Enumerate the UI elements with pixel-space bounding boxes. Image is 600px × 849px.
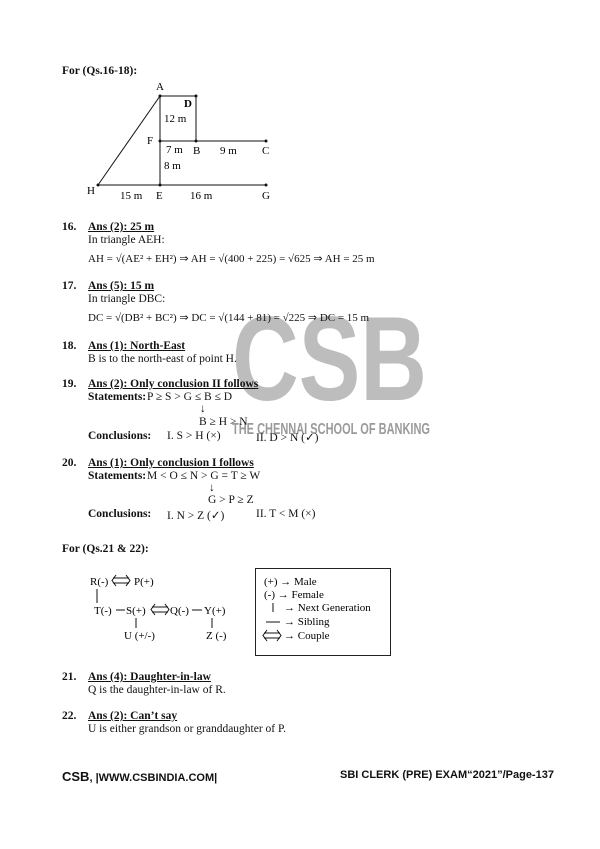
family-tree — [84, 570, 254, 650]
answer-18: Ans (1): North-East — [88, 340, 186, 352]
q20-arrow: ↓ — [209, 482, 215, 494]
length-af: 12 m — [164, 113, 187, 125]
q19-statement-2: B ≥ H > N — [199, 416, 248, 428]
point-h: H — [87, 185, 95, 197]
answer-16: Ans (2): 25 m — [88, 221, 155, 233]
length-eg: 16 m — [190, 190, 213, 202]
node-s: S(+) — [126, 605, 146, 617]
footer-site: , |WWW.CSBINDIA.COM| — [89, 772, 218, 784]
answer-21: Ans (4): Daughter-in-law — [88, 671, 211, 683]
q22-line: U is either grandson or granddaughter of P. — [88, 723, 287, 735]
point-a: A — [156, 81, 164, 93]
legend-box — [255, 568, 391, 656]
q19-statements-label: Statements: — [88, 391, 147, 403]
legend-male: (+) → Male — [264, 576, 317, 588]
node-r: R(-) — [90, 576, 109, 588]
footer-left — [62, 769, 217, 784]
watermark — [232, 280, 432, 440]
q21-line: Q is the daughter-in-law of R. — [88, 684, 226, 696]
q20-statement-2: G > P ≥ Z — [208, 494, 254, 506]
legend-couple: → Couple — [284, 630, 330, 642]
point-f: F — [147, 135, 154, 147]
legend-female: (-) → Female — [264, 589, 324, 601]
q20-conclusion-1: I. N > Z (✓) — [167, 510, 225, 522]
q17-formula: DC = √(DB² + BC²) ⇒ DC = √(144 + 81) = √225 ⇒ DC = 15 m — [88, 312, 370, 324]
q19-arrow: ↓ — [200, 403, 206, 415]
legend-sibling: → Sibling — [284, 616, 330, 628]
q20-conclusions-label: Conclusions: — [88, 508, 152, 520]
q20-conclusion-2: II. T < M (×) — [256, 508, 316, 520]
q19-conclusion-2: II. D > N (✓) — [256, 432, 319, 444]
point-g: G — [262, 190, 270, 202]
section-header-21-22: For (Qs.21 & 22): — [62, 543, 149, 555]
answer-22: Ans (2): Can’t say — [88, 710, 178, 722]
question-number-22: 22. — [62, 710, 77, 722]
legend-next-generation: → Next Generation — [284, 602, 371, 614]
point-e: E — [156, 190, 163, 202]
node-t: T(-) — [94, 605, 112, 617]
watermark-tagline: THE CHENNAI SCHOOL OF BANKING — [232, 421, 430, 438]
q19-statement-1: P ≥ S > G ≤ B ≤ D — [147, 391, 233, 403]
question-number-21: 21. — [62, 671, 77, 683]
length-he: 15 m — [120, 190, 143, 202]
q19-conclusions-label: Conclusions: — [88, 430, 152, 442]
node-u: U (+/-) — [124, 630, 155, 642]
q17-line: In triangle DBC: — [88, 293, 166, 305]
point-b: B — [193, 145, 201, 157]
answer-20: Ans (1): Only conclusion I follows — [88, 457, 254, 469]
answer-17: Ans (5): 15 m — [88, 280, 155, 292]
length-fe: 8 m — [164, 160, 181, 172]
q19-conclusion-1: I. S > H (×) — [167, 430, 221, 442]
length-fb: 7 m — [166, 144, 183, 156]
q16-line: In triangle AEH: — [88, 234, 165, 246]
node-p: P(+) — [134, 576, 154, 588]
watermark-logo: CSB — [232, 292, 427, 426]
q18-line: B is to the north-east of point H. — [88, 353, 237, 365]
point-d: D — [184, 98, 192, 110]
question-number-18: 18. — [62, 340, 77, 352]
question-number-20: 20. — [62, 457, 77, 469]
footer-brand: CSB — [62, 769, 90, 784]
q20-statements-label: Statements: — [88, 470, 147, 482]
node-z: Z (-) — [206, 630, 227, 642]
q20-statement-1: M < O ≤ N > G = T ≥ W — [147, 470, 261, 482]
node-y: Y(+) — [204, 605, 226, 617]
question-number-19: 19. — [62, 378, 77, 390]
section-header-16-18: For (Qs.16-18): — [62, 65, 138, 77]
node-q: Q(-) — [170, 605, 189, 617]
point-c: C — [262, 145, 270, 157]
length-bc: 9 m — [220, 145, 237, 157]
question-number-17: 17. — [62, 280, 77, 292]
q16-formula: AH = √(AE² + EH²) ⇒ AH = √(400 + 225) = √625 ⇒ AH = 25 m — [88, 253, 375, 265]
geometry-figure — [80, 78, 290, 208]
question-number-16: 16. — [62, 221, 77, 233]
answer-19: Ans (2): Only conclusion II follows — [88, 378, 259, 390]
footer-exam: SBI CLERK (PRE) EXAM“2021”/Page-137 — [340, 769, 554, 781]
